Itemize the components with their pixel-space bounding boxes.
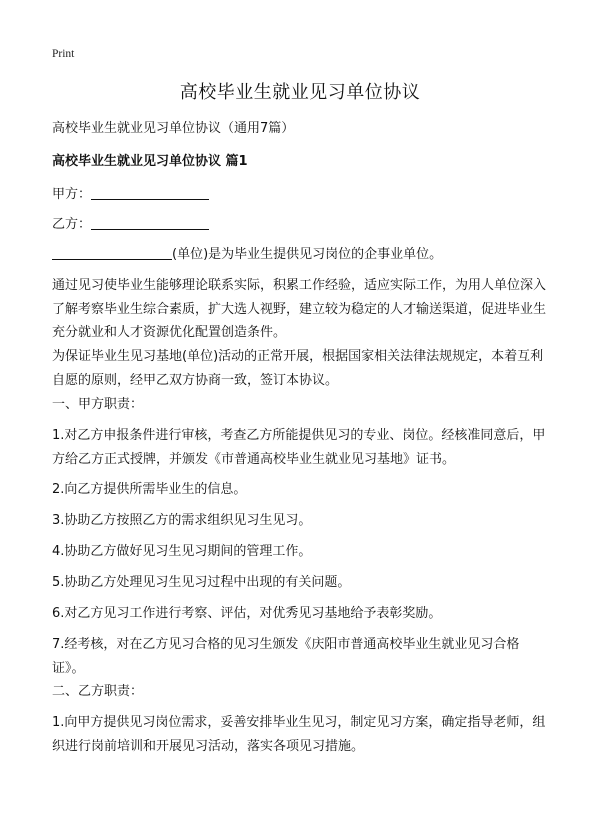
- unit-line: [52, 243, 552, 267]
- unit-description: (单位)是为毕业生提供见习岗位的企事业单位。: [172, 247, 443, 262]
- duty-b-item: 1.向甲方提供见习岗位需求，妥善安排毕业生见习，制定见习方案，确定指导老师，组织进行岗前培训和开展见习活动，落实各项见习措施。: [52, 715, 546, 754]
- basis-paragraph: 为保证毕业生见习基地(单位)活动的正常开展，根据国家相关法律法规规定，本着互利自愿的原则，经甲乙双方协商一致，签订本协议。: [52, 349, 544, 388]
- duty-a-item: 6.对乙方见习工作进行考察、评估，对优秀见习基地给予表彰奖励。: [52, 606, 442, 621]
- duties-a-heading: 一、甲方职责：: [52, 397, 144, 412]
- purpose-paragraph: 通过见习使毕业生能够理论联系实际，积累工作经验，适应实际工作，为用人单位深入了解考察毕业生综合素质，扩大选人视野，建立较为稳定的人才输送渠道，促进毕业生充分就业和人才资源优化配置创造条件。: [52, 278, 547, 340]
- party-b-blank: [91, 214, 209, 230]
- party-a-label: 甲方：: [52, 187, 92, 202]
- party-b-label: 乙方：: [52, 217, 92, 232]
- duty-a-item: 1.对乙方申报条件进行审核，考查乙方所能提供见习的专业、岗位。经核准同意后，甲方给乙方正式授牌，并颁发《市普通高校毕业生就业见习基地》证书。: [52, 428, 546, 467]
- party-a-line: [52, 183, 552, 207]
- duty-a-item: 4.协助乙方做好见习生见习期间的管理工作。: [52, 544, 312, 559]
- party-b-line: [52, 213, 552, 237]
- document-subtitle: 高校毕业生就业见习单位协议（通用7篇）: [52, 121, 295, 136]
- unit-blank: [52, 244, 172, 260]
- duty-a-item: 3.协助乙方按照乙方的需求组织见习生见习。: [52, 513, 312, 528]
- duties-b-heading: 二、乙方职责：: [52, 684, 144, 699]
- duty-a-item: 2.向乙方提供所需毕业生的信息。: [52, 482, 247, 497]
- section-heading: 高校毕业生就业见习单位协议 篇1: [52, 154, 248, 169]
- document-title: 高校毕业生就业见习单位协议: [179, 82, 421, 103]
- duty-a-item: 5.协助乙方处理见习生见习过程中出现的有关问题。: [52, 575, 351, 590]
- duty-a-item: 7.经考核，对在乙方见习合格的见习生颁发《庆阳市普通高校毕业生就业见习合格证》。: [52, 637, 520, 676]
- print-label: Print: [52, 48, 75, 60]
- party-a-blank: [91, 184, 209, 200]
